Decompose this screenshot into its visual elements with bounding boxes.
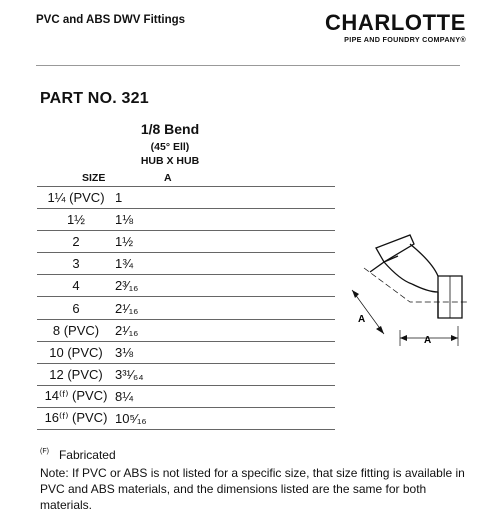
dimension-a-cell: 2¹⁄₁₆ xyxy=(115,319,335,341)
dimension-label-a2: A xyxy=(424,335,432,346)
size-cell: 14⁽ᶠ⁾ (PVC) xyxy=(37,385,115,407)
dimension-a-cell: 1¾ xyxy=(115,253,335,275)
table-row xyxy=(37,297,335,319)
size-cell: 1¼ (PVC) xyxy=(37,187,115,209)
size-cell: 4 xyxy=(37,275,115,297)
column-header-size: SIZE xyxy=(82,172,106,184)
table-row xyxy=(37,275,335,297)
dimension-a-cell: 1 xyxy=(115,187,335,209)
dimension-table xyxy=(37,186,335,430)
footnote-mark: (F) xyxy=(40,448,49,455)
part-number: PART NO. 321 xyxy=(40,90,149,107)
table-row xyxy=(37,209,335,231)
brand-subtitle: PIPE AND FOUNDRY COMPANY® xyxy=(344,35,466,44)
footnote-text: Fabricated xyxy=(58,448,116,462)
section-title: PVC and ABS DWV Fittings xyxy=(36,14,186,26)
dimension-label-a1: A xyxy=(358,314,366,325)
bend-diagram xyxy=(340,230,480,355)
table-row xyxy=(37,231,335,253)
dimension-a-cell: 3⅛ xyxy=(115,341,335,363)
size-cell: 10 (PVC) xyxy=(37,341,115,363)
column-header-a: A xyxy=(164,172,172,184)
dimension-a-cell: 10⁵⁄₁₆ xyxy=(115,407,335,429)
table-row xyxy=(37,363,335,385)
brand-logo xyxy=(325,12,466,44)
fitting-title: 1/8 Bend xyxy=(140,121,200,137)
dimension-a-cell: 2¹⁄₁₆ xyxy=(115,297,335,319)
table-row xyxy=(37,319,335,341)
availability-note: Note: If PVC or ABS is not listed for a specific size, that size fitting is available in PVC and ABS materials, and the dimensions listed are the same for both materials. xyxy=(40,466,465,512)
fitting-subtitle: (45° Ell) xyxy=(150,141,190,153)
size-cell: 16⁽ᶠ⁾ (PVC) xyxy=(37,407,115,429)
fitting-connection: HUB X HUB xyxy=(140,155,200,167)
size-cell: 1½ xyxy=(37,209,115,231)
size-cell: 12 (PVC) xyxy=(37,363,115,385)
dimension-a-cell: 3³¹⁄₆₄ xyxy=(115,363,335,385)
dimension-a-cell: 1½ xyxy=(115,231,335,253)
size-cell: 6 xyxy=(37,297,115,319)
table-row xyxy=(37,385,335,407)
table-row xyxy=(37,341,335,363)
size-cell: 3 xyxy=(37,253,115,275)
table-row xyxy=(37,253,335,275)
size-cell: 8 (PVC) xyxy=(37,319,115,341)
dimension-a-cell: 2³⁄₁₆ xyxy=(115,275,335,297)
brand-name: CHARLOTTE xyxy=(324,10,466,35)
table-row xyxy=(37,187,335,209)
header-divider xyxy=(36,65,460,66)
table-row xyxy=(37,407,335,429)
size-cell: 2 xyxy=(37,231,115,253)
dimension-a-cell: 1⅛ xyxy=(115,209,335,231)
footnote xyxy=(40,448,116,462)
dimension-a-cell: 8¼ xyxy=(115,385,335,407)
